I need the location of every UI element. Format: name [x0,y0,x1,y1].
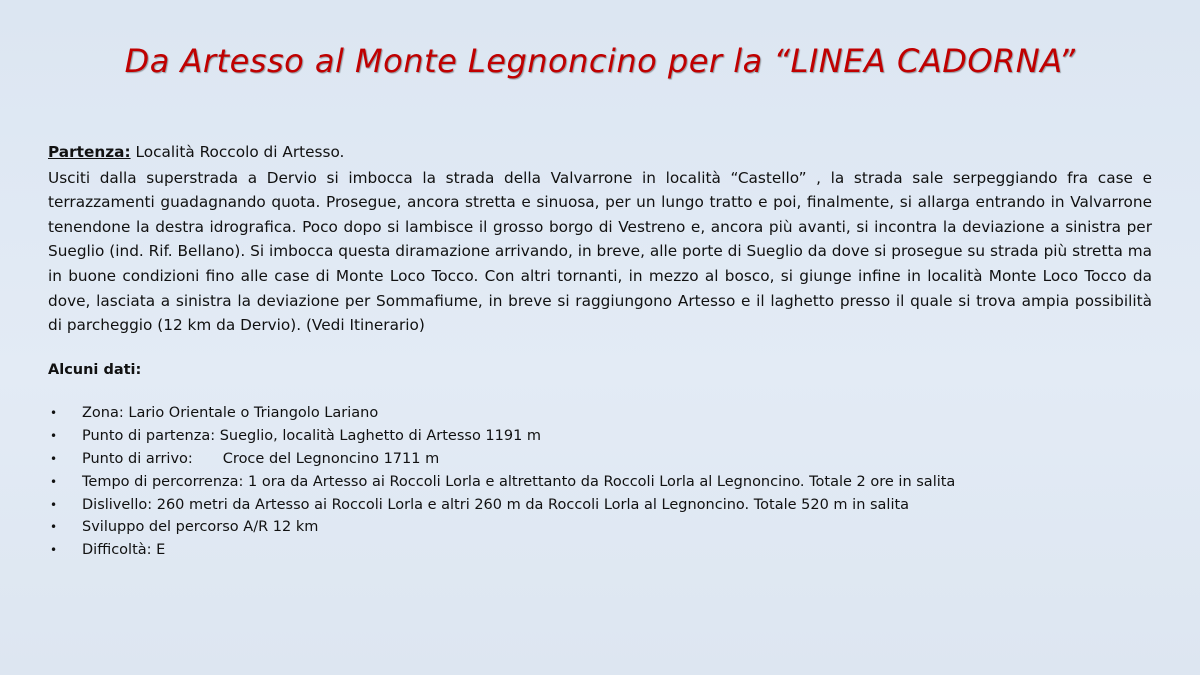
bullet-icon: • [50,497,58,512]
list-item: • Tempo di percorrenza: 1 ora da Artesso ai Roccoli Lorla e altrettanto da Roccoli Lorla al Legnoncino. Totale 2 ore in salita [48,471,1152,494]
bullet-icon: • [50,406,58,421]
slide-content [48,140,1152,562]
partenza-label: Partenza: [48,143,131,161]
dati-list [48,402,1152,562]
bullet-icon: • [50,543,58,558]
bullet-icon: • [50,474,58,489]
list-item: • Punto di partenza: Sueglio, località Laghetto di Artesso 1191 m [48,425,1152,448]
slide-title: Da Artesso al Monte Legnoncino per la “LINEA CADORNA” [124,42,1076,80]
list-item: • Zona: Lario Orientale o Triangolo Lariano [48,402,1152,425]
list-item: • Difficoltà: E [48,539,1152,562]
bullet-icon: • [50,451,58,466]
list-item: • Sviluppo del percorso A/R 12 km [48,516,1152,539]
partenza-line [48,140,1152,165]
description-paragraph: Usciti dalla superstrada a Dervio si imbocca la strada della Valvarrone in località “Castello” , la strada sale serpeggiando fra case e terrazzamenti guadagnando quota. Prosegue, ancora stretta e sinuosa, per un lungo tratto e poi, finalmente, si allarga entrando in Valvarrone tenendone la destra idrografica. Poco dopo si lambisce il grosso borgo di Vestreno e, ancora più avanti, si incontra la deviazione a sinistra per Sueglio (ind. Rif. Bellano). Si imbocca questa diramazione arrivando, in breve, alle porte di Sueglio da dove si prosegue su strada più stretta ma in buone condizioni fino alle case di Monte Loco Tocco. Con altri tornanti, in mezzo al bosco, si giunge infine in località Monte Loco Tocco da dove, lasciata a sinistra la deviazione per Sommafiume, in breve si raggiungono Artesso e il laghetto presso il quale si trova ampia possibilità di parcheggio (12 km da Dervio). (Vedi Itinerario) [48,168,1152,335]
arrivo-label: Punto di arrivo: [82,450,193,467]
arrivo-value: Croce del Legnoncino 1711 m [222,450,440,467]
list-item: • Dislivello: 260 metri da Artesso ai Roccoli Lorla e altri 260 m da Roccoli Lorla al Legnoncino. Totale 520 m in salita [48,494,1152,517]
bullet-icon: • [50,520,58,535]
partenza-value: Località Roccolo di Artesso. [130,143,345,161]
bullet-icon: • [50,429,58,444]
dati-heading: Alcuni dati: [48,361,142,378]
list-item [48,448,1152,471]
